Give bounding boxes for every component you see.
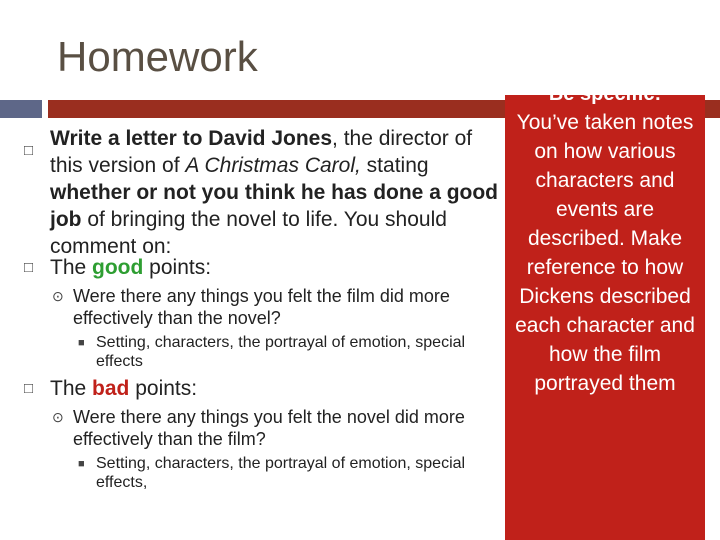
emphasis-text: Write a letter to David Jones	[50, 127, 333, 150]
filled-square-bullet-icon: ■	[78, 337, 85, 349]
body-text: points:	[129, 377, 198, 400]
square-bullet-icon: □	[24, 259, 34, 276]
body-text: The	[50, 377, 93, 400]
body-text: points:	[143, 256, 212, 279]
bullet-item-letter	[50, 125, 505, 260]
sidebar-callout	[505, 83, 705, 540]
emphasis-text: whether or not you think he has done a good job	[50, 181, 499, 231]
sub-item-bad: Were there any things you felt the novel did more effectively than the film?	[73, 407, 465, 449]
sub-item-good: Were there any things you felt the film did more effectively than the novel?	[73, 286, 450, 328]
sub-sub-item-bad: Setting, characters, the portrayal of emotion, special effects,	[96, 455, 466, 491]
header-bar-left	[0, 100, 42, 118]
page-title: Homework	[57, 33, 258, 80]
bad-label: bad	[92, 377, 130, 400]
body-text: , the director of this version of	[50, 127, 473, 177]
book-title: A Christmas Carol,	[185, 154, 361, 177]
circled-dot-bullet-icon: ⊙	[52, 288, 64, 304]
sidebar-heading: Be specific:	[548, 83, 662, 105]
square-bullet-icon: □	[24, 142, 34, 159]
good-label: good	[92, 256, 144, 279]
bullet-item-good	[50, 254, 505, 281]
sub-sub-item-good: Setting, characters, the portrayal of emotion, special effects	[96, 334, 466, 370]
body-text: of bringing the novel to life. You should comment on:	[50, 208, 447, 258]
body-text: stating	[360, 154, 429, 177]
filled-square-bullet-icon: ■	[78, 458, 85, 470]
circled-dot-bullet-icon: ⊙	[52, 409, 64, 425]
square-bullet-icon: □	[24, 380, 34, 397]
body-text: The	[50, 256, 93, 279]
bullet-item-bad	[50, 375, 505, 402]
sidebar-text: You’ve taken notes on how various characters and events are described. Make reference to how Dickens described each character and how the film portrayed them	[515, 111, 695, 395]
